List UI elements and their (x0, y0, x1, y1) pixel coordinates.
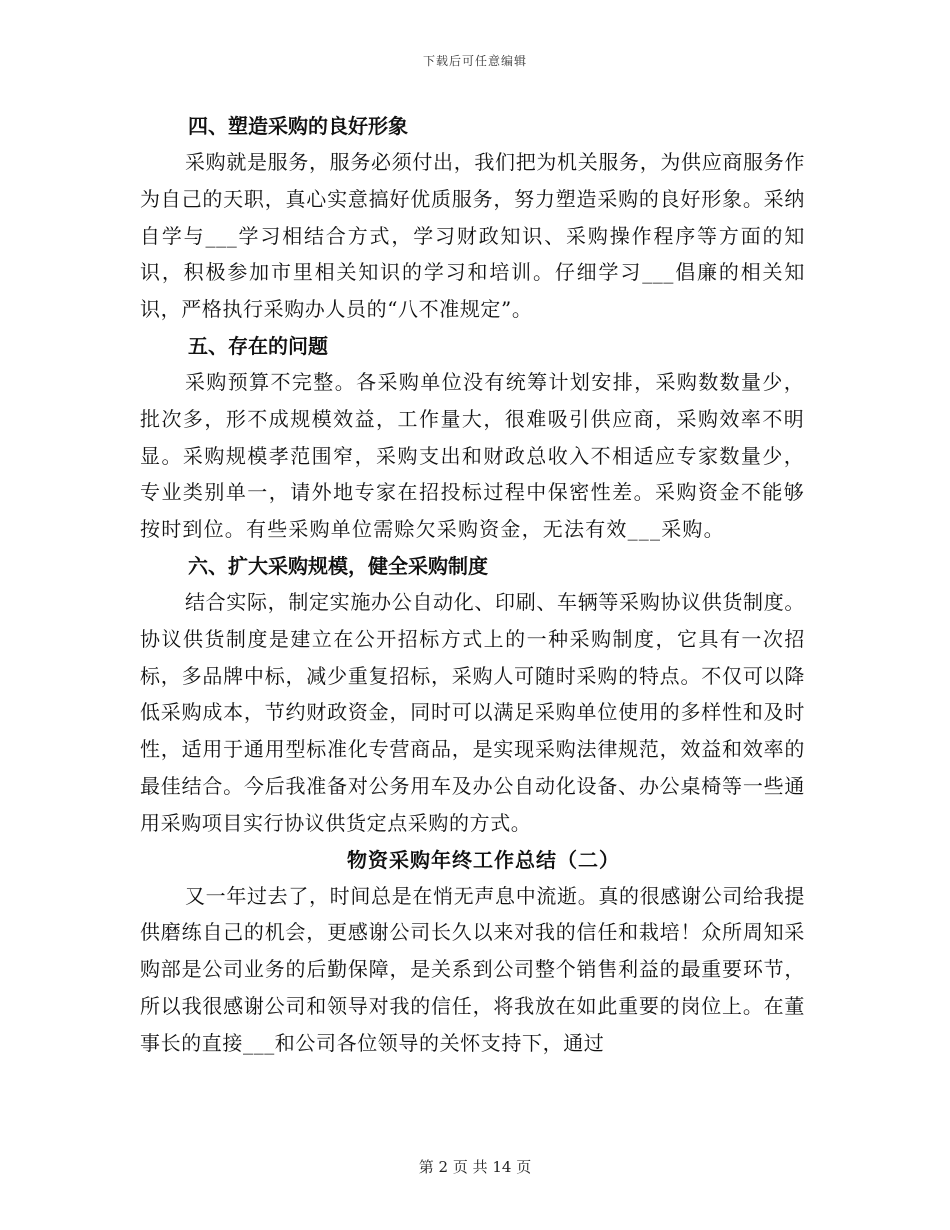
section-heading-4: 四、塑造采购的良好形象 (188, 114, 408, 138)
document-body (140, 108, 805, 1062)
page-number: 第 2 页 共 14 页 (418, 1158, 532, 1176)
part-two-paragraph: 又一年过去了，时间总是在悄无声息中流逝。真的很感谢公司给我提供磨练自己的机会，更感谢公司长久以来对我的信任和栽培！众所周知采购部是公司业务的后勤保障，是关系到公司整个销售利益的最重要环节，所以我很感谢公司和领导对我的信任，将我放在如此重要的岗位上。在董事长的直接___和公司各位领导的关怀支持下，通过 (140, 883, 805, 1055)
section-paragraph-5: 采购预算不完整。各采购单位没有统筹计划安排，采购数数量少，批次多，形不成规模效益，工作量大，很难吸引供应商，采购效率不明显。采购规模孝范围窄，采购支出和财政总收入不相适应专家数量少，专业类别单一，请外地专家在招投标过程中保密性差。采购资金不能够按时到位。有些采购单位需赊欠采购资金，无法有效___采购。 (140, 369, 805, 542)
section-paragraph-6: 结合实际，制定实施办公自动化、印刷、车辆等采购协议供货制度。协议供货制度是建立在公开招标方式上的一种采购制度，它具有一次招标，多品牌中标，减少重复招标，采购人可随时采购的特点。不仅可以降低采购成本，节约财政资金，同时可以满足采购单位使用的多样性和及时性，适用于通用型标准化专营商品，是实现采购法律规范，效益和效率的最佳结合。今后我准备对公务用车及办公自动化设备、办公桌椅等一些通用采购项目实行协议供货定点采购的方式。 (140, 589, 805, 835)
header-note: 下载后可任意编辑 (422, 54, 527, 68)
section-paragraph-4: 采购就是服务，服务必须付出，我们把为机关服务，为供应商服务作为自己的天职，真心实意搞好优质服务，努力塑造采购的良好形象。采纳自学与___学习相结合方式，学习财政知识、采购操作程序等方面的知识，积极参加市里相关知识的学习和培训。仔细学习___倡廉的相关知识，严格执行采购办人员的“八不准规定”。 (140, 150, 805, 322)
part-two-title: 物资采购年终工作总结（二） (347, 847, 620, 872)
section-heading-6: 六、扩大采购规模，健全采购制度 (188, 553, 488, 578)
section-heading-5: 五、存在的问题 (188, 333, 328, 358)
